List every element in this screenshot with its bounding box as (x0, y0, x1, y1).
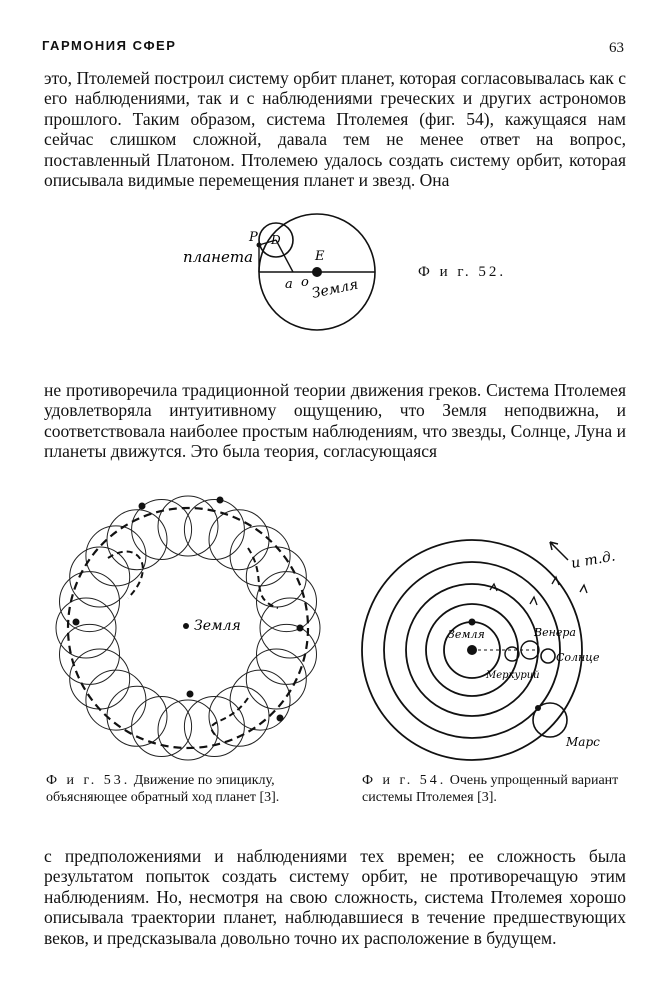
fig53-planet-dot (217, 497, 224, 504)
fig53-epicycle-circle (70, 649, 130, 709)
fig54-arrow (580, 585, 587, 593)
fig52-earth-dot (312, 267, 322, 277)
running-head: ГАРМОНИЯ СФЕР (42, 38, 177, 53)
fig54-etc-arrow (550, 542, 568, 560)
fig54-arrow (530, 597, 537, 605)
fig54-label-mercury: Меркурий (486, 670, 540, 681)
fig54-earth (467, 645, 477, 655)
fig54-label-etc: и т.д. (569, 548, 617, 572)
fig54-moon (469, 619, 476, 626)
fig53-epicycle-circle (86, 670, 146, 730)
fig54-label-sun: Солнце (556, 651, 600, 664)
fig52-label-earth: Земля (310, 276, 360, 302)
fig53-planet-dot (139, 503, 146, 510)
fig53-planet-dot (297, 625, 304, 632)
fig54-venus-epicycle (521, 641, 539, 659)
fig54-mars-dot (535, 705, 541, 711)
fig52-label-e: E (315, 249, 325, 264)
fig53-planet-dot (73, 619, 80, 626)
fig54-sun (541, 649, 555, 663)
page-number: 63 (609, 40, 624, 56)
fig54-label-venus: Венера (534, 626, 576, 639)
fig53-planet-dot (277, 715, 284, 722)
fig53-loop-path-3 (211, 698, 248, 738)
paragraph-1: это, Птолемей построил систему орбит планет, которая согласовывалась как с его наблюдениями, так и с наблюдениями греческих и других астрономов прошлого. Таким образом, система Птолемея (фиг. 54), кажущаяся нам сейчас слишком сложной, давала тем не менее ответ на вопрос, поставленный Платоном. Птолемею удалось создать систему орбит, которая описывала видимые перемещения планет и звезд. Она (44, 68, 626, 191)
fig53-epicycle-circle (230, 526, 290, 586)
fig52-label-planet: планета (183, 248, 254, 266)
fig53-caption: Ф и г. 53. Движение по эпициклу, объясняющее обратный ход планет [3]. (46, 773, 280, 805)
figure-53 (48, 488, 328, 768)
fig54-label-earth: Земля (448, 628, 485, 641)
fig53-epicycle-circle (158, 700, 218, 760)
fig53-planet-dot (187, 691, 194, 698)
fig53-epicycle-circle (158, 496, 218, 556)
fig53-epicycle-circle (260, 598, 320, 658)
fig53-label-earth: Земля (194, 618, 241, 634)
fig53-epicycle-circle (56, 598, 116, 658)
fig53-epicycle-circle (184, 500, 244, 560)
fig54-label-mars: Марс (566, 735, 600, 749)
fig52-label-p: P (249, 230, 258, 245)
figure-54 (354, 506, 634, 786)
fig53-epicycle-circle (246, 547, 306, 607)
fig54-caption: Ф и г. 54. Очень упрощенный вариант системы Птолемея [3]. (362, 773, 619, 805)
fig54-arrow (552, 577, 559, 585)
paragraph-2: не противоречила традиционной теории движения греков. Система Птолемея удовлетворяла интуитивному ощущению, что Земля неподвижна, и соответствовала наиболее простым наблюдениям, что звезды, Солнце, Луна и планеты движутся. Это была теория, согласующаяся (44, 380, 626, 462)
paragraph-3: с предположениями и наблюдениями тех времен; ее сложность была результатом попыток создать систему орбит, не противоречащую этим наблюдениям. Но, несмотря на свою сложность, система Птолемея хорошо описывала траектории планет, наблюдавшиеся в течение предшествующих веков, и предсказывала довольно точно их расположение в будущем. (44, 846, 626, 948)
fig52-caption: Ф и г. 52. (418, 264, 507, 280)
fig53-earth-dot (183, 623, 189, 629)
fig52-label-d: D (271, 233, 281, 247)
fig52-label-o: o (301, 275, 309, 290)
fig52-label-a: a (285, 277, 293, 292)
fig54-mercury-epicycle (505, 647, 519, 661)
fig53-epicycle-circle (132, 697, 192, 757)
